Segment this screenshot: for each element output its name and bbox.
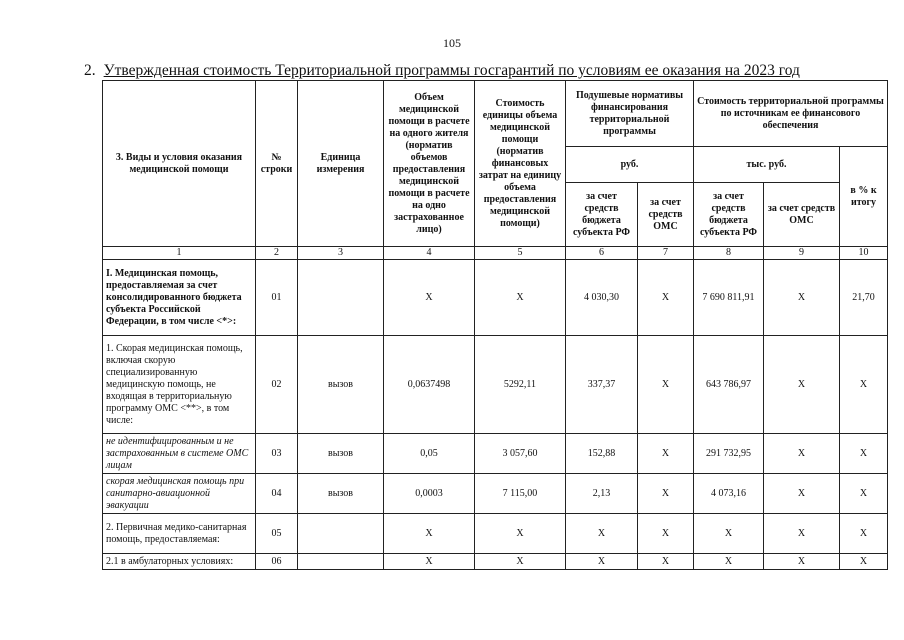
row-pc-oms: Х: [638, 434, 694, 474]
section-heading: [84, 62, 800, 80]
row-cost-oms: Х: [764, 260, 840, 336]
row-unit: вызов: [298, 336, 384, 434]
row-cost-budget: 4 073,16: [694, 474, 764, 514]
row-cost-budget: 7 690 811,91: [694, 260, 764, 336]
row-percent: Х: [840, 514, 888, 554]
table-row: [103, 434, 888, 474]
row-cost-budget: 643 786,97: [694, 336, 764, 434]
index-cell: 10: [840, 247, 888, 260]
index-cell: 4: [384, 247, 475, 260]
row-pc-oms: Х: [638, 554, 694, 570]
row-volume: Х: [384, 514, 475, 554]
row-pc-budget: 152,88: [566, 434, 638, 474]
table-row: [103, 474, 888, 514]
row-unit: [298, 554, 384, 570]
row-cost-budget: Х: [694, 554, 764, 570]
row-line: 02: [256, 336, 298, 434]
row-name: 1. Скорая медицинская помощь, включая скорую специализированную медицинскую помощь, не входящая в территориальную программу ОМС <**>, в том числе:: [103, 336, 256, 434]
header-line: № строки: [256, 81, 298, 247]
header-percent: в % к итогу: [840, 147, 888, 247]
header-unit: Единица измерения: [298, 81, 384, 247]
row-cost-oms: Х: [764, 336, 840, 434]
row-cost-oms: Х: [764, 514, 840, 554]
index-cell: 9: [764, 247, 840, 260]
row-unit: [298, 514, 384, 554]
header-pc-oms: за счет средств ОМС: [638, 183, 694, 247]
row-percent: Х: [840, 554, 888, 570]
row-cost-oms: Х: [764, 554, 840, 570]
index-cell: 6: [566, 247, 638, 260]
row-pc-oms: Х: [638, 260, 694, 336]
cost-table: [102, 80, 888, 570]
row-name: скорая медицинская помощь при санитарно-авиационной эвакуации: [103, 474, 256, 514]
row-line: 01: [256, 260, 298, 336]
row-volume: 0,0637498: [384, 336, 475, 434]
row-unit: вызов: [298, 434, 384, 474]
row-pc-oms: Х: [638, 514, 694, 554]
row-pc-budget: Х: [566, 514, 638, 554]
row-unit-cost: 3 057,60: [475, 434, 566, 474]
row-volume: 0,05: [384, 434, 475, 474]
row-cost-budget: 291 732,95: [694, 434, 764, 474]
index-cell: 8: [694, 247, 764, 260]
row-pc-budget: 4 030,30: [566, 260, 638, 336]
row-name: 2.1 в амбулаторных условиях:: [103, 554, 256, 570]
row-unit-cost: Х: [475, 554, 566, 570]
header-cost-budget: за счет средств бюджета субъекта РФ: [694, 183, 764, 247]
page-number: 105: [443, 36, 461, 50]
row-pc-budget: Х: [566, 554, 638, 570]
header-volume: Объем медицинской помощи в расчете на одного жителя (норматив объемов предоставления медицинской помощи в расчете на одно застрахованное лицо): [384, 81, 475, 247]
row-unit-cost: 7 115,00: [475, 474, 566, 514]
index-cell: 5: [475, 247, 566, 260]
row-unit-cost: 5292,11: [475, 336, 566, 434]
row-pc-budget: 337,37: [566, 336, 638, 434]
row-line: 04: [256, 474, 298, 514]
row-line: 05: [256, 514, 298, 554]
row-percent: Х: [840, 474, 888, 514]
row-line: 06: [256, 554, 298, 570]
row-cost-oms: Х: [764, 474, 840, 514]
table-row: [103, 336, 888, 434]
section-title: Утвержденная стоимость Территориальной программы госгарантий по условиям ее оказания на 2023 год: [103, 62, 800, 79]
index-cell: 7: [638, 247, 694, 260]
header-unit-rub: руб.: [566, 147, 694, 183]
row-unit: [298, 260, 384, 336]
row-pc-oms: Х: [638, 336, 694, 434]
index-cell: 2: [256, 247, 298, 260]
row-name: не идентифицированным и не застрахованным в системе ОМС лицам: [103, 434, 256, 474]
row-volume: Х: [384, 260, 475, 336]
row-pc-oms: Х: [638, 474, 694, 514]
row-percent: 21,70: [840, 260, 888, 336]
index-cell: 3: [298, 247, 384, 260]
row-volume: Х: [384, 554, 475, 570]
row-name: I. Медицинская помощь, предоставляемая за счет консолидированного бюджета субъекта Российской Федерации, в том числе <*>:: [103, 260, 256, 336]
table-row: [103, 514, 888, 554]
row-percent: Х: [840, 336, 888, 434]
row-pc-budget: 2,13: [566, 474, 638, 514]
header-unit-thousand: тыс. руб.: [694, 147, 840, 183]
row-cost-oms: Х: [764, 434, 840, 474]
row-unit-cost: Х: [475, 260, 566, 336]
header-pc-budget: за счет средств бюджета субъекта РФ: [566, 183, 638, 247]
table-row: [103, 554, 888, 570]
index-cell: 1: [103, 247, 256, 260]
row-line: 03: [256, 434, 298, 474]
row-unit: вызов: [298, 474, 384, 514]
section-number: 2.: [84, 62, 96, 79]
header-cost-group: Стоимость территориальной программы по источникам ее финансового обеспечения: [694, 81, 888, 147]
header-per-capita-group: Подушевые нормативы финансирования территориальной программы: [566, 81, 694, 147]
row-name: 2. Первичная медико-санитарная помощь, предоставляемая:: [103, 514, 256, 554]
row-cost-budget: Х: [694, 514, 764, 554]
header-cost-oms: за счет средств ОМС: [764, 183, 840, 247]
table-row: [103, 260, 888, 336]
row-percent: Х: [840, 434, 888, 474]
row-volume: 0,0003: [384, 474, 475, 514]
row-unit-cost: Х: [475, 514, 566, 554]
header-unit-cost: Стоимость единицы объема медицинской помощи (норматив финансовых затрат на единицу объема предоставления медицинской помощи): [475, 81, 566, 247]
header-type: 3. Виды и условия оказания медицинской помощи: [103, 81, 256, 247]
